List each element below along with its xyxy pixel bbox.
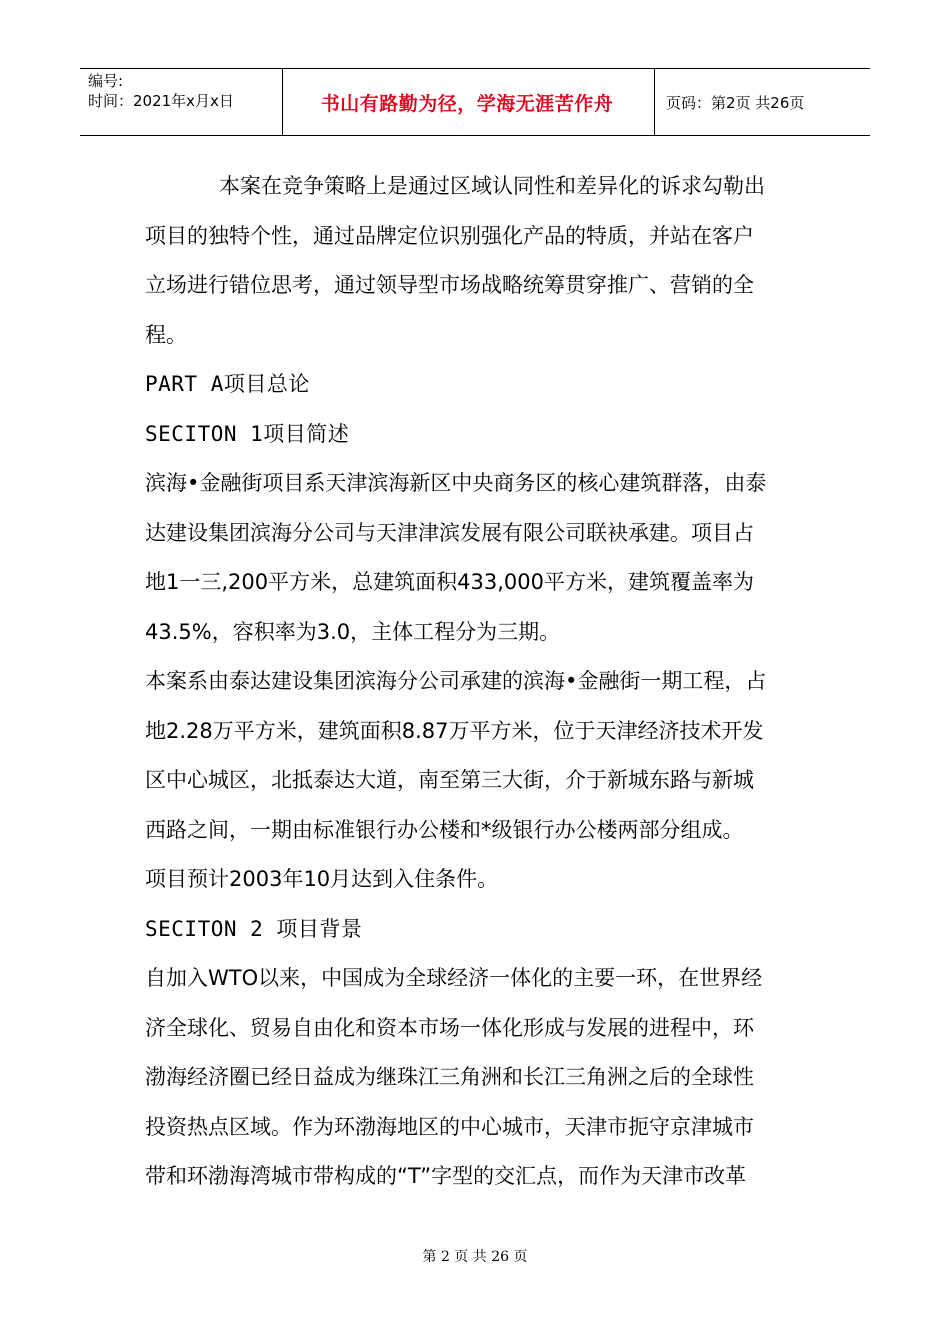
page-header: [80, 68, 870, 136]
paragraph-line: 本案系由泰达建设集团滨海分公司承建的滨海•金融街一期工程，占: [145, 669, 767, 693]
paragraph-line: 滨海•金融街项目系天津滨海新区中央商务区的核心建筑群落，由泰: [145, 471, 767, 495]
paragraph-line: 带和环渤海湾城市带构成的“T”字型的交汇点，而作为天津市改革: [145, 1164, 747, 1188]
paragraph-line: 西路之间，一期由标准银行办公楼和*级银行办公楼两部分组成。: [145, 817, 744, 842]
header-divider: [654, 69, 655, 135]
paragraph-line: 项目的独特个性，通过品牌定位识别强化产品的特质，并站在客户: [145, 223, 754, 248]
paragraph-line: 项目预计2003年10月达到入住条件。: [145, 867, 499, 891]
header-page-info: 页码：第2页 共26页: [666, 93, 805, 112]
paragraph-line: 立场进行错位思考，通过领导型市场战略统筹贯穿推广、营销的全: [145, 273, 754, 297]
section-heading: SECITON 2 项目背景: [145, 916, 363, 941]
paragraph-line: 自加入WTO以来，中国成为全球经济一体化的主要一环，在世界经: [145, 966, 763, 990]
paragraph-line: 本案在竞争策略上是通过区域认同性和差异化的诉求勾勒出: [219, 174, 765, 198]
paragraph-line: 济全球化、贸易自由化和资本市场一体化形成与发展的进程中，环: [145, 1015, 754, 1040]
document-time-label: 时间：2021年x月x日: [88, 92, 234, 110]
paragraph-line: 地2.28万平方米，建筑面积8.87万平方米，位于天津经济技术开发: [145, 718, 764, 743]
paragraph-line: 达建设集团滨海分公司与天津津滨发展有限公司联袂承建。项目占: [145, 520, 754, 545]
page-footer: 第 2 页 共 26 页: [422, 1249, 528, 1265]
section-heading: SECITON 1项目简述: [145, 421, 350, 446]
document-body: [145, 162, 810, 1202]
document-number-label: 编号:: [88, 72, 124, 90]
part-heading: PART A项目总论: [145, 372, 310, 396]
header-motto: 书山有路勤为径，学海无涯苦作舟: [320, 92, 614, 115]
paragraph-line: 投资热点区域。作为环渤海地区的中心城市，天津市扼守京津城市: [145, 1114, 754, 1139]
paragraph-line: 43.5%，容积率为3.0，主体工程分为三期。: [145, 619, 561, 644]
paragraph-line: 程。: [145, 322, 187, 347]
paragraph-line: 地1一三,200平方米，总建筑面积433,000平方米，建筑覆盖率为: [145, 570, 754, 594]
paragraph-line: 渤海经济圈已经日益成为继珠江三角洲和长江三角洲之后的全球性: [145, 1065, 754, 1089]
paragraph-line: 区中心城区，北抵泰达大道，南至第三大街，介于新城东路与新城: [145, 768, 754, 792]
header-meta: [88, 71, 234, 111]
